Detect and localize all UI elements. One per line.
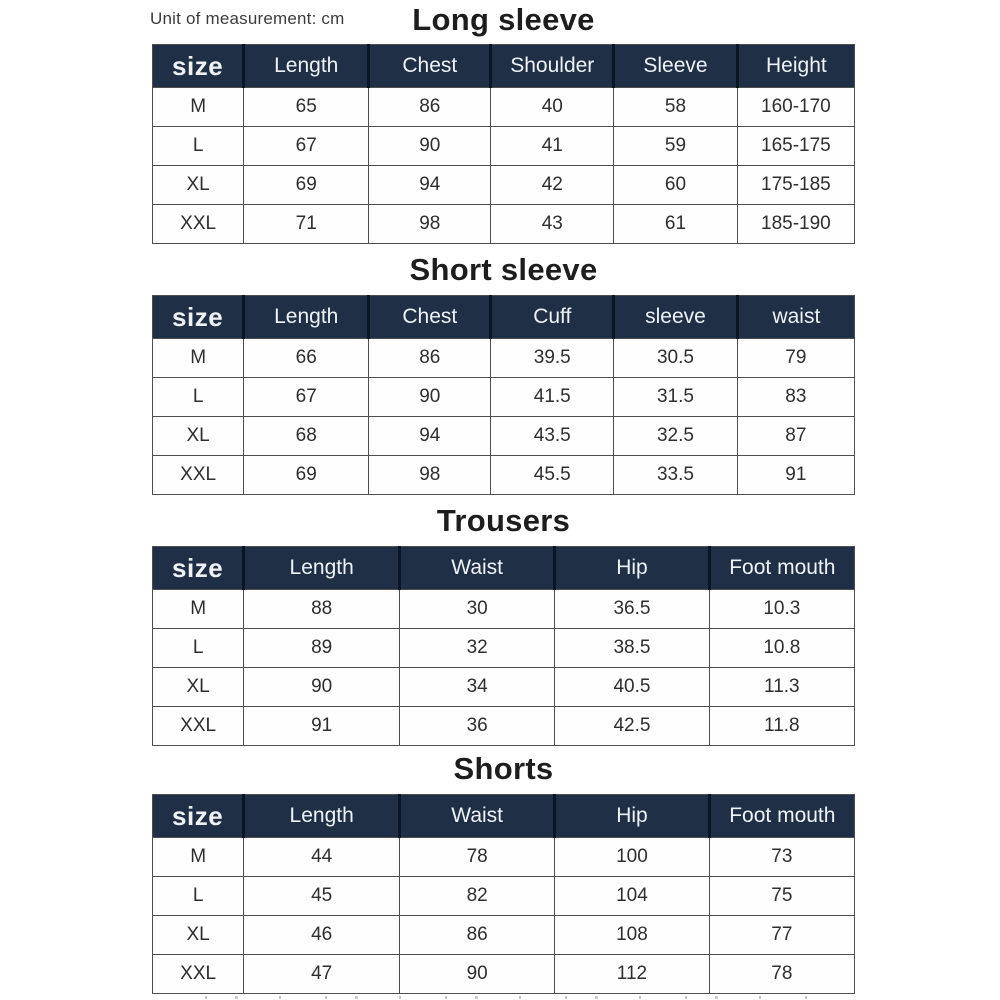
value-cell: 75 (709, 877, 854, 916)
value-cell: 90 (369, 127, 491, 166)
value-cell: 100 (555, 838, 709, 877)
value-cell: 94 (369, 166, 491, 205)
column-header: Length (244, 547, 400, 590)
value-cell: 69 (244, 166, 369, 205)
table-row (153, 339, 855, 378)
value-cell: 43.5 (491, 417, 614, 456)
size-column-header: size (153, 547, 244, 590)
value-cell: 90 (400, 955, 555, 994)
value-cell: 32 (400, 629, 555, 668)
table-row (153, 378, 855, 417)
value-cell: 46 (244, 916, 400, 955)
table-header-row (153, 45, 855, 88)
column-header: Height (737, 45, 854, 88)
value-cell: 98 (369, 456, 491, 495)
size-table-long-sleeve (152, 44, 855, 244)
size-table-short-sleeve (152, 295, 855, 495)
table-row (153, 955, 855, 994)
column-header: waist (737, 296, 854, 339)
value-cell: 67 (244, 127, 369, 166)
value-cell: 90 (369, 378, 491, 417)
size-cell: M (153, 838, 244, 877)
value-cell: 10.8 (709, 629, 854, 668)
column-header: Length (244, 45, 369, 88)
value-cell: 73 (709, 838, 854, 877)
value-cell: 45 (244, 877, 400, 916)
section-long-sleeve (152, 0, 855, 244)
size-table-shorts (152, 794, 855, 994)
value-cell: 39.5 (491, 339, 614, 378)
value-cell: 90 (244, 668, 400, 707)
value-cell: 87 (737, 417, 854, 456)
value-cell: 78 (709, 955, 854, 994)
value-cell: 69 (244, 456, 369, 495)
column-header: Waist (400, 795, 555, 838)
size-cell: XL (153, 916, 244, 955)
table-row (153, 417, 855, 456)
value-cell: 86 (369, 88, 491, 127)
value-cell: 65 (244, 88, 369, 127)
size-cell: M (153, 590, 244, 629)
value-cell: 45.5 (491, 456, 614, 495)
cropped-text-remnant (205, 996, 817, 999)
value-cell: 38.5 (555, 629, 709, 668)
table-row (153, 166, 855, 205)
size-cell: L (153, 629, 244, 668)
value-cell: 44 (244, 838, 400, 877)
table-row (153, 590, 855, 629)
value-cell: 41 (491, 127, 614, 166)
value-cell: 112 (555, 955, 709, 994)
value-cell: 42 (491, 166, 614, 205)
value-cell: 89 (244, 629, 400, 668)
column-header: Waist (400, 547, 555, 590)
section-title-short-sleeve: Short sleeve (409, 252, 598, 287)
column-header: Sleeve (614, 45, 738, 88)
size-cell: XL (153, 166, 244, 205)
column-header: sleeve (614, 296, 738, 339)
value-cell: 31.5 (614, 378, 738, 417)
value-cell: 88 (244, 590, 400, 629)
section-shorts (152, 749, 855, 994)
table-row (153, 668, 855, 707)
section-short-sleeve (152, 250, 855, 495)
column-header: Foot mouth (709, 547, 854, 590)
unit-note: Unit of measurement: cm (150, 9, 345, 28)
value-cell: 77 (709, 916, 854, 955)
value-cell: 94 (369, 417, 491, 456)
section-title-shorts: Shorts (453, 751, 554, 786)
table-row (153, 456, 855, 495)
size-cell: XXL (153, 955, 244, 994)
value-cell: 104 (555, 877, 709, 916)
value-cell: 165-175 (737, 127, 854, 166)
column-header: Length (244, 795, 400, 838)
column-header: Shoulder (491, 45, 614, 88)
section-trousers (152, 501, 855, 746)
value-cell: 108 (555, 916, 709, 955)
size-cell: L (153, 127, 244, 166)
size-cell: M (153, 88, 244, 127)
value-cell: 61 (614, 205, 738, 244)
size-cell: XXL (153, 707, 244, 746)
table-header-row (153, 296, 855, 339)
table-row (153, 916, 855, 955)
value-cell: 58 (614, 88, 738, 127)
value-cell: 83 (737, 378, 854, 417)
value-cell: 32.5 (614, 417, 738, 456)
value-cell: 43 (491, 205, 614, 244)
column-header: Chest (369, 45, 491, 88)
value-cell: 86 (400, 916, 555, 955)
value-cell: 175-185 (737, 166, 854, 205)
table-row (153, 707, 855, 746)
size-table-trousers (152, 546, 855, 746)
table-row (153, 877, 855, 916)
value-cell: 34 (400, 668, 555, 707)
size-cell: XL (153, 668, 244, 707)
column-header: Hip (555, 547, 709, 590)
value-cell: 40 (491, 88, 614, 127)
value-cell: 66 (244, 339, 369, 378)
table-row (153, 629, 855, 668)
table-row (153, 88, 855, 127)
value-cell: 47 (244, 955, 400, 994)
value-cell: 40.5 (555, 668, 709, 707)
column-header: Cuff (491, 296, 614, 339)
value-cell: 98 (369, 205, 491, 244)
value-cell: 11.3 (709, 668, 854, 707)
value-cell: 68 (244, 417, 369, 456)
value-cell: 10.3 (709, 590, 854, 629)
value-cell: 33.5 (614, 456, 738, 495)
column-header: Length (244, 296, 369, 339)
size-cell: M (153, 339, 244, 378)
value-cell: 60 (614, 166, 738, 205)
size-column-header: size (153, 296, 244, 339)
value-cell: 42.5 (555, 707, 709, 746)
value-cell: 36 (400, 707, 555, 746)
size-cell: XXL (153, 456, 244, 495)
value-cell: 78 (400, 838, 555, 877)
value-cell: 185-190 (737, 205, 854, 244)
value-cell: 41.5 (491, 378, 614, 417)
column-header: Chest (369, 296, 491, 339)
value-cell: 160-170 (737, 88, 854, 127)
size-column-header: size (153, 795, 244, 838)
size-cell: L (153, 378, 244, 417)
table-row (153, 127, 855, 166)
value-cell: 91 (244, 707, 400, 746)
value-cell: 91 (737, 456, 854, 495)
size-cell: L (153, 877, 244, 916)
value-cell: 71 (244, 205, 369, 244)
value-cell: 30 (400, 590, 555, 629)
table-row (153, 838, 855, 877)
size-cell: XL (153, 417, 244, 456)
size-column-header: size (153, 45, 244, 88)
table-header-row (153, 795, 855, 838)
table-row (153, 205, 855, 244)
section-title-trousers: Trousers (436, 503, 571, 538)
column-header: Hip (555, 795, 709, 838)
value-cell: 11.8 (709, 707, 854, 746)
size-cell: XXL (153, 205, 244, 244)
section-title-long-sleeve: Long sleeve (412, 2, 595, 37)
value-cell: 86 (369, 339, 491, 378)
value-cell: 67 (244, 378, 369, 417)
table-header-row (153, 547, 855, 590)
column-header: Foot mouth (709, 795, 854, 838)
value-cell: 82 (400, 877, 555, 916)
value-cell: 59 (614, 127, 738, 166)
value-cell: 79 (737, 339, 854, 378)
value-cell: 30.5 (614, 339, 738, 378)
value-cell: 36.5 (555, 590, 709, 629)
